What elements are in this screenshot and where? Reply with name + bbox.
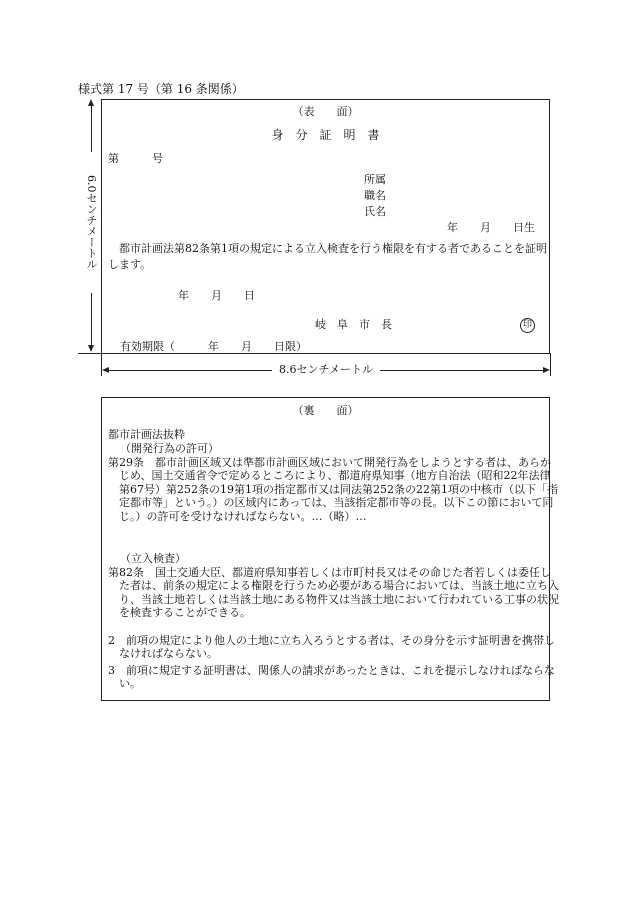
width-dimension-tick — [550, 354, 551, 376]
article-82: 第82条 国土交通大臣、都道府県知事若しくは市町村長又はその命じた者若しくは委任した者は、前条の規定による権限を行うため必要がある場合においては、当該土地に立ち入り、当該土地若しくは当該土地にある物件又は当該土地において行われている工事の状況を検査することができる。 — [108, 566, 559, 620]
issuer-label: 岐 阜 市 長 — [315, 318, 392, 331]
article-29: 第29条 都市計画区域又は準都市計画区域において開発行為をしようとする者は、あらかじめ、国土交通省令で定めるところにより、都道府県知事（地方自治法（昭和22年法律第67号）第252条の19第1項の指定都市又は同法第252条の22第1項の中核市（以下「指定都市等」という。）の区域内にあっては、当該指定都市等の長。以下この節において同じ。）の許可を受けなければならない。…（略）… — [108, 456, 558, 523]
back-heading: （裏 面） — [292, 404, 359, 417]
seal-stamp: 印 — [520, 318, 535, 333]
affiliation-label: 所属 — [364, 173, 386, 186]
height-dimension-arrow-down — [88, 345, 94, 352]
article-82-paragraph-2: 2 前項の規定により他人の土地に立ち入ろうとする者は、その身分を示す証明書を携帯しなければならない。 — [108, 634, 555, 661]
height-dimension-line — [91, 293, 92, 345]
width-dimension-line — [108, 370, 272, 371]
section-heading-inspection: （立入検査） — [120, 552, 186, 565]
certification-statement: 都市計画法第82条第1項の規定による立入検査を行う権限を有する者であることを証明します。 — [108, 242, 547, 271]
law-title: 都市計画法抜粋 — [108, 428, 185, 441]
certificate-title: 身 分 証 明 書 — [271, 128, 380, 142]
number-label: 第 号 — [108, 152, 163, 165]
height-dimension-line — [91, 104, 92, 152]
validity-label: 有効期限（ 年 月 日限） — [120, 340, 307, 353]
width-dimension-arrow-right — [543, 367, 550, 373]
width-dimension-label: 8.6センチメートル — [278, 363, 374, 376]
height-dimension-label: 6.0センチメートル — [85, 175, 98, 270]
width-dimension-line — [380, 370, 543, 371]
birth-date-label: 年 月 日生 — [447, 221, 535, 234]
section-heading-development-permit: （開発行為の許可） — [120, 442, 219, 455]
front-heading: （表 面） — [292, 105, 359, 118]
issue-date-label: 年 月 日 — [178, 289, 255, 302]
name-label: 氏名 — [364, 205, 386, 218]
form-label: 様式第 17 号（第 16 条関係） — [78, 82, 244, 96]
article-82-paragraph-3: 3 前項に規定する証明書は、関係人の請求があったときは、これを提示しなければならない。 — [108, 664, 555, 691]
position-label: 職名 — [364, 189, 386, 202]
